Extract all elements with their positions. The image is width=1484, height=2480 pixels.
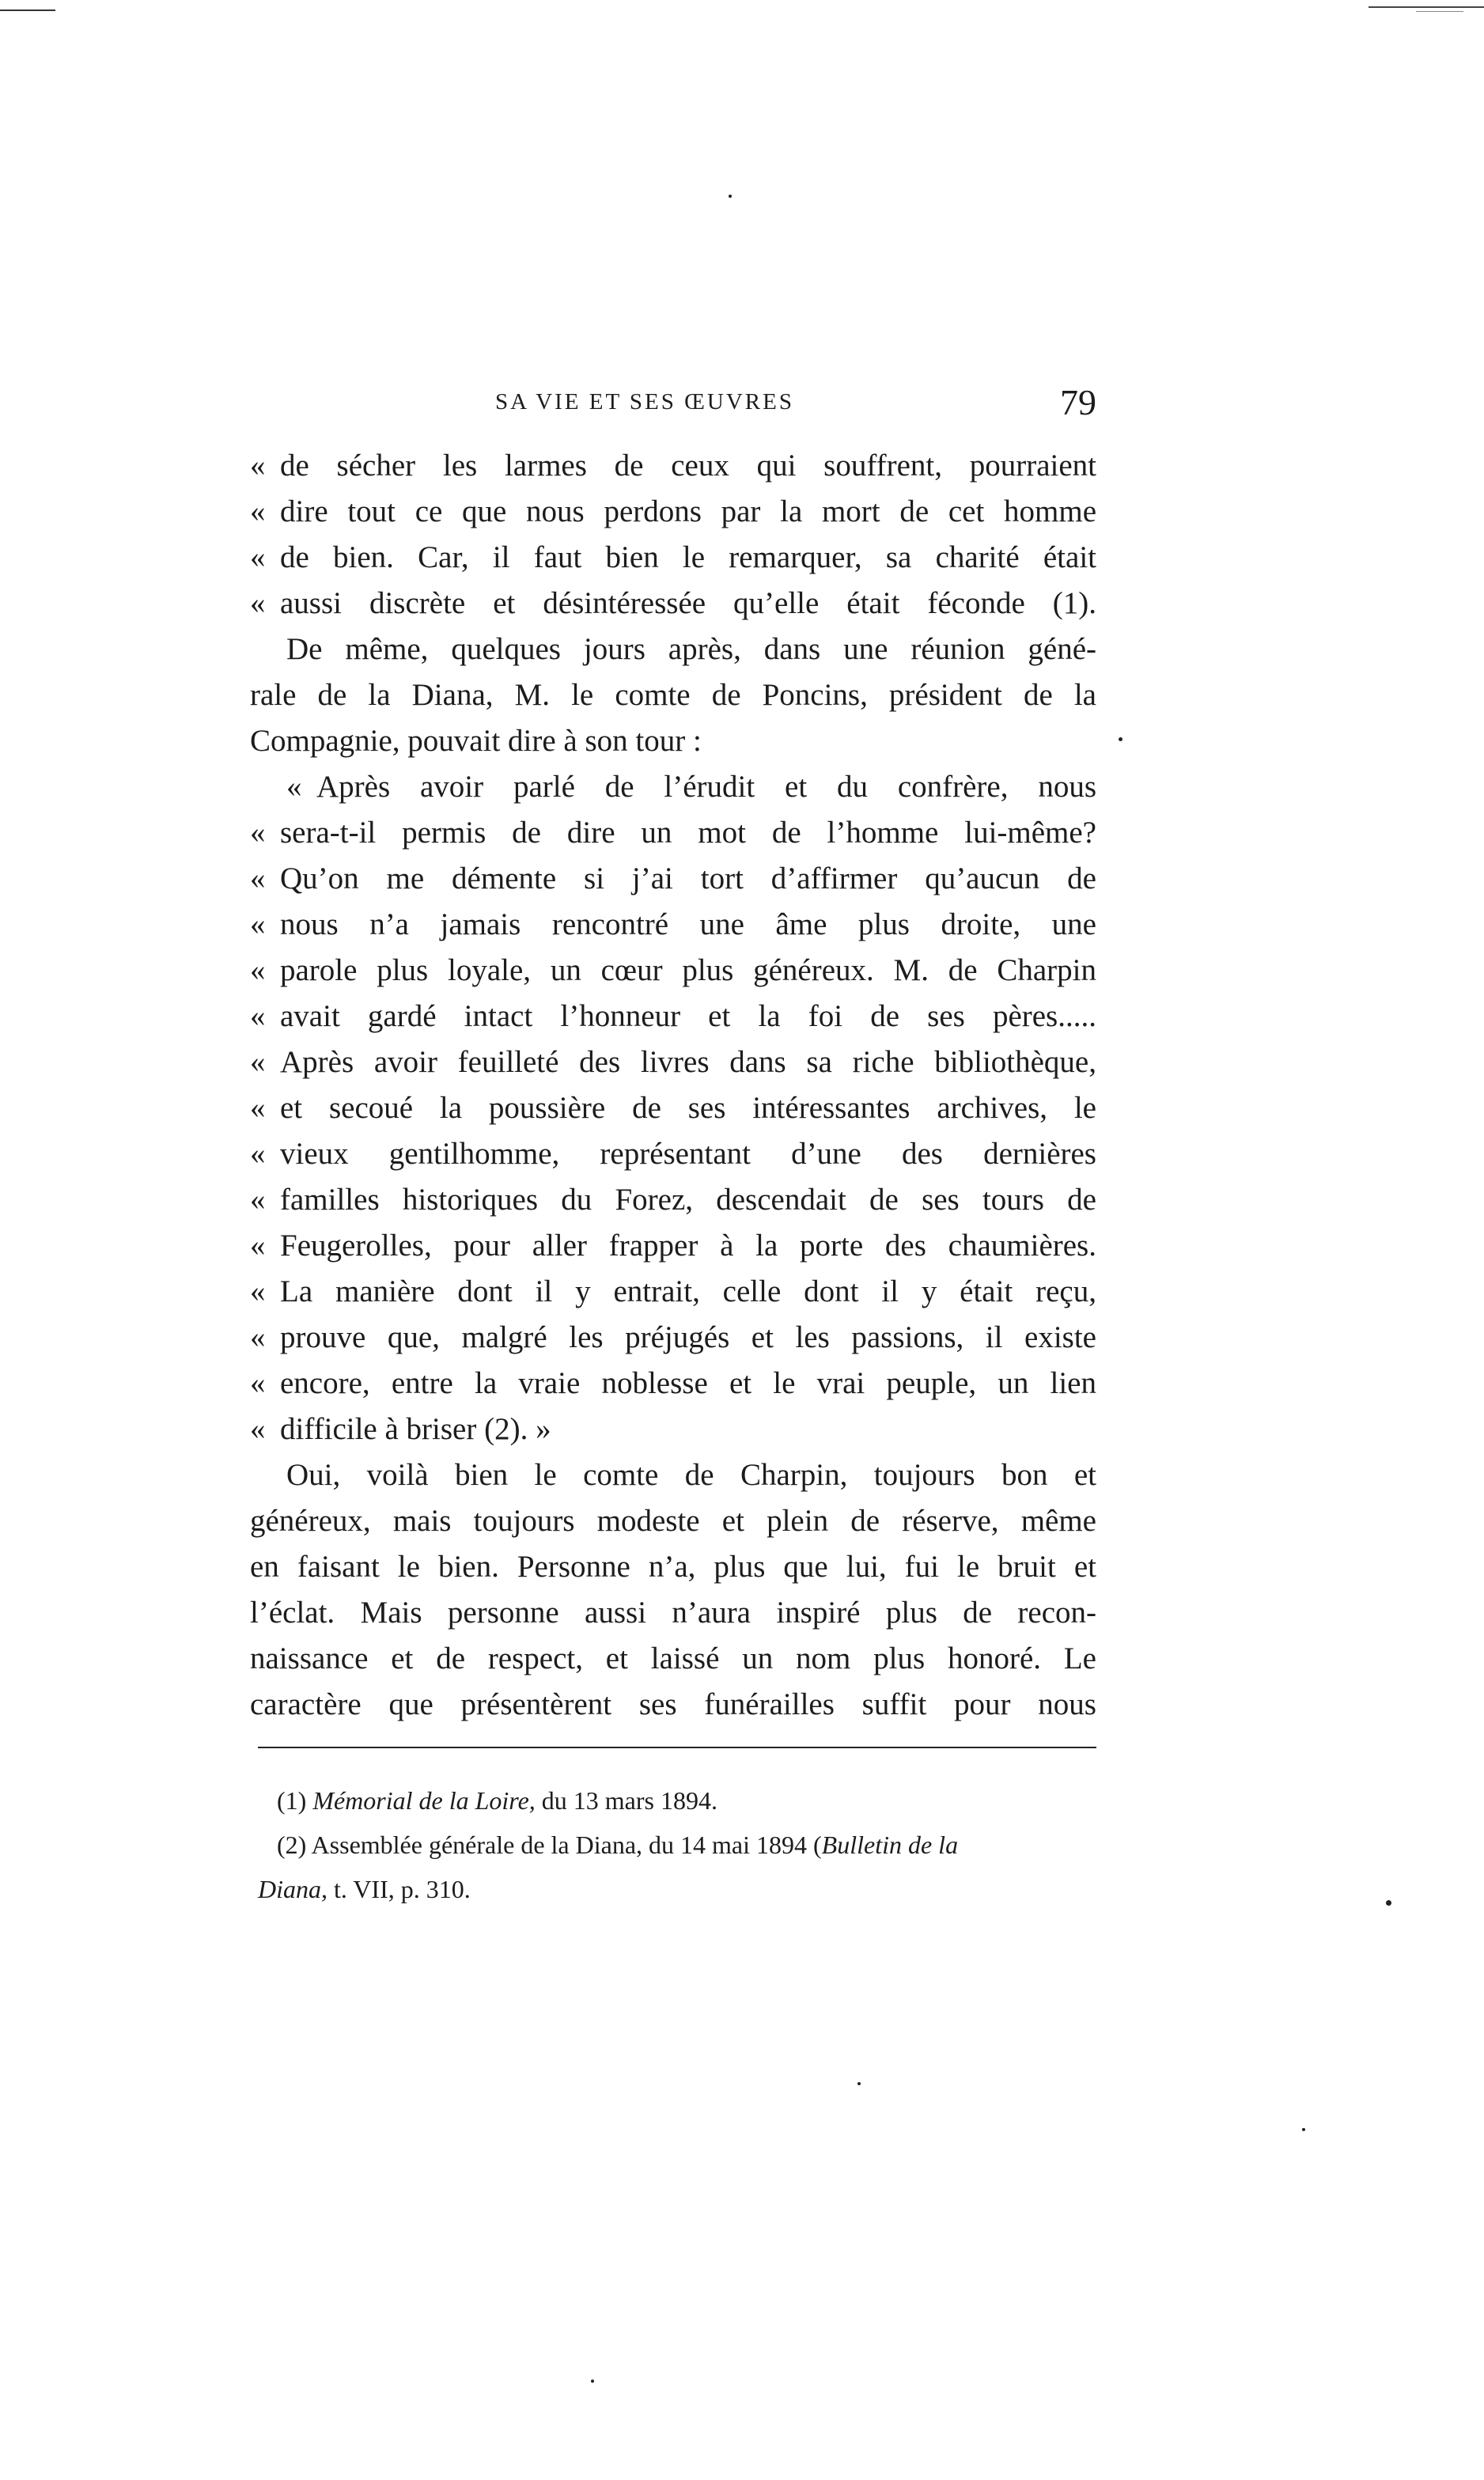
quote-mark: « [250, 1366, 266, 1400]
line-text: Oui, voilà bien le comte de Charpin, toujours bon et [286, 1458, 1096, 1492]
text-line [250, 718, 1096, 764]
line-text: aussi discrète et désintéressée qu’elle était féconde (1). [280, 586, 1096, 620]
line-text: de sécher les larmes de ceux qui souffrent, pourraient [280, 449, 1096, 483]
line-text: avait gardé intact l’honneur et la foi de ses pères..... [280, 999, 1096, 1033]
line-text: caractère que présentèrent ses funérailles suffit pour nous [250, 1687, 1096, 1721]
line-text: Qu’on me démente si j’ai tort d’affirmer qu’aucun de [280, 861, 1096, 895]
text-line [250, 581, 1096, 627]
scan-speck [729, 195, 732, 198]
text-line [250, 1544, 1096, 1590]
body-text [250, 443, 1096, 1728]
text-line [250, 1590, 1096, 1636]
line-text: La manière dont il y entrait, celle dont il y était reçu, [280, 1274, 1096, 1308]
quote-mark: « [286, 770, 302, 804]
quote-mark: « [250, 999, 266, 1033]
text-line [250, 1636, 1096, 1682]
line-text: et secoué la poussière de ses intéressantes archives, le [280, 1091, 1096, 1125]
text-line [250, 1361, 1096, 1407]
text-line [250, 1223, 1096, 1269]
quote-mark: « [250, 953, 266, 987]
line-text: encore, entre la vraie noblesse et le vrai peuple, un lien [280, 1366, 1096, 1400]
text-line [250, 764, 1096, 810]
quote-mark: « [250, 861, 266, 895]
scan-edge-mark-right [1369, 6, 1484, 8]
quote-mark: « [250, 449, 266, 483]
text-line [250, 856, 1096, 902]
text-line [250, 627, 1096, 672]
quote-mark: « [250, 907, 266, 941]
line-text: parole plus loyale, un cœur plus généreux. M. de Charpin [280, 953, 1096, 987]
line-text: De même, quelques jours après, dans une réunion géné- [286, 632, 1096, 666]
text-line [250, 1085, 1096, 1131]
text-line [250, 489, 1096, 535]
line-text: rale de la Diana, M. le comte de Poncins, président de la [250, 678, 1096, 712]
page-header [250, 381, 1096, 429]
text-line [250, 443, 1096, 489]
running-head: SA VIE ET SES ŒUVRES [495, 389, 794, 415]
line-text: de bien. Car, il faut bien le remarquer, sa charité était [280, 540, 1096, 574]
text-line [250, 535, 1096, 581]
text-line [250, 1269, 1096, 1315]
text-line [250, 1315, 1096, 1361]
quote-mark: « [250, 1274, 266, 1308]
line-text: sera-t-il permis de dire un mot de l’homme lui-même? [280, 816, 1096, 850]
quote-mark: « [250, 1412, 266, 1446]
scan-speck [1386, 1900, 1391, 1906]
quote-mark: « [250, 1091, 266, 1125]
line-text: prouve que, malgré les préjugés et les passions, il existe [280, 1320, 1096, 1354]
quote-mark: « [250, 540, 266, 574]
quote-mark: « [250, 1183, 266, 1217]
line-text: Après avoir feuilleté des livres dans sa riche bibliothèque, [280, 1045, 1096, 1079]
line-text: l’éclat. Mais personne aussi n’aura inspiré plus de recon- [250, 1596, 1096, 1630]
line-text: difficile à briser (2). » [280, 1412, 551, 1446]
text-line [250, 810, 1096, 856]
quote-mark: « [250, 1320, 266, 1354]
footnote-1-title: Mémorial de la Loire, [312, 1786, 536, 1815]
quote-mark: « [250, 816, 266, 850]
scan-edge-mark-right-secondary [1416, 11, 1463, 12]
scan-speck [857, 2082, 861, 2085]
footnote-2: (2) Assemblée générale de la Diana, du 14 mai 1894 (Bulletin de la [277, 1831, 959, 1859]
line-text: naissance et de respect, et laissé un nom plus honoré. Le [250, 1641, 1096, 1675]
page-number: 79 [1060, 382, 1096, 422]
quote-mark: « [250, 586, 266, 620]
footnote-2-title-end: Diana, [258, 1875, 327, 1903]
text-line [250, 1452, 1096, 1498]
text-line [250, 1177, 1096, 1223]
scan-speck [591, 2380, 594, 2383]
text-line [250, 1039, 1096, 1085]
line-text: dire tout ce que nous perdons par la mort de cet homme [280, 494, 1096, 528]
scan-speck [1302, 2128, 1305, 2131]
text-line [250, 902, 1096, 948]
footnote-2-title: Bulletin de la [821, 1831, 959, 1859]
quote-mark: « [250, 1229, 266, 1263]
text-line [250, 1682, 1096, 1728]
line-text: généreux, mais toujours modeste et plein de réserve, même [250, 1504, 1096, 1538]
text-line [250, 672, 1096, 718]
line-text: Après avoir parlé de l’érudit et du confrère, nous [316, 770, 1096, 804]
quote-mark: « [250, 1137, 266, 1171]
quote-mark: « [250, 494, 266, 528]
line-text: Compagnie, pouvait dire à son tour : [250, 724, 702, 758]
line-text: en faisant le bien. Personne n’a, plus que lui, fui le bruit et [250, 1550, 1096, 1584]
footnote-1: (1) Mémorial de la Loire, du 13 mars 1894. [277, 1786, 717, 1815]
text-line [250, 948, 1096, 994]
footnote-divider [258, 1747, 1096, 1748]
line-text: familles historiques du Forez, descendait de ses tours de [280, 1183, 1096, 1217]
text-line [250, 994, 1096, 1039]
line-text: nous n’a jamais rencontré une âme plus droite, une [280, 907, 1096, 941]
text-line [250, 1498, 1096, 1544]
text-line [250, 1131, 1096, 1177]
text-line [250, 1407, 1096, 1452]
quote-mark: « [250, 1045, 266, 1079]
footnotes [258, 1778, 1096, 1911]
line-text: Feugerolles, pour aller frapper à la porte des chaumières. [280, 1229, 1096, 1263]
line-text: vieux gentilhomme, représentant d’une des dernières [280, 1137, 1096, 1171]
scan-speck [1119, 737, 1122, 741]
scan-edge-mark-left [0, 9, 55, 11]
footnote-2-continuation: Diana, t. VII, p. 310. [258, 1875, 471, 1903]
